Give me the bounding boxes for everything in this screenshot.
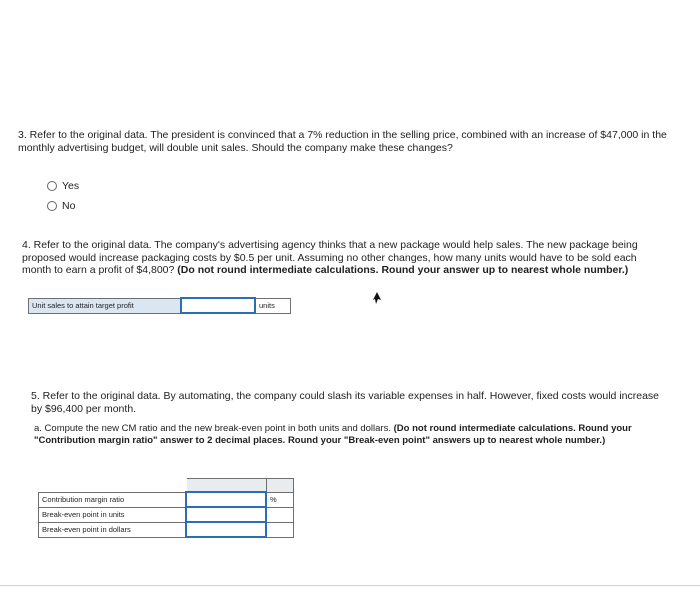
table-row bbox=[39, 507, 294, 522]
option-yes-label: Yes bbox=[62, 180, 80, 192]
question-5a-instruction: (Do not round intermediate calculations. Round your "Contribution margin ratio" answer to 2 decimal places. Round your "Break-even point" answers up to nearest whole number.) bbox=[34, 423, 632, 446]
cm-ratio-input[interactable] bbox=[186, 492, 266, 507]
question-5-text: 5. Refer to the original data. By automating, the company could slash its variable expenses in half. However, fixed costs would increase by $96,400 per month. bbox=[31, 390, 660, 415]
unit-sales-table bbox=[28, 297, 291, 314]
option-no-label: No bbox=[62, 200, 76, 212]
option-yes[interactable] bbox=[47, 180, 79, 192]
option-no[interactable] bbox=[47, 200, 75, 212]
breakeven-units-unit bbox=[266, 507, 294, 522]
breakeven-dollars-unit bbox=[266, 522, 294, 537]
unit-sales-input[interactable] bbox=[181, 298, 255, 313]
table-header-empty bbox=[39, 479, 187, 493]
unit-sales-unit: units bbox=[255, 298, 291, 313]
table-header-unit bbox=[266, 479, 294, 493]
question-4-instruction: (Do not round intermediate calculations. Round your answer up to nearest whole number.) bbox=[177, 264, 629, 276]
cm-ratio-label: Contribution margin ratio bbox=[39, 492, 187, 507]
radio-no[interactable] bbox=[47, 201, 57, 211]
unit-sales-label: Unit sales to attain target profit bbox=[29, 298, 182, 313]
table-header-cell bbox=[186, 479, 266, 493]
breakeven-dollars-input[interactable] bbox=[186, 522, 266, 537]
breakeven-units-label: Break-even point in units bbox=[39, 507, 187, 522]
breakeven-units-input[interactable] bbox=[186, 507, 266, 522]
radio-yes[interactable] bbox=[47, 181, 57, 191]
cm-ratio-unit: % bbox=[266, 492, 294, 507]
table-row bbox=[39, 492, 294, 507]
breakeven-dollars-label: Break-even point in dollars bbox=[39, 522, 187, 537]
cursor-icon bbox=[373, 292, 383, 304]
question-5a-body: a. Compute the new CM ratio and the new break-even point in both units and dollars. bbox=[34, 423, 391, 434]
divider bbox=[0, 585, 700, 586]
question-5a-text bbox=[34, 423, 644, 446]
question-4-body: 4. Refer to the original data. The company's advertising agency thinks that a new package would help sales. The new package being proposed would increase packaging costs by $0.5 per unit. Assuming no other changes, how many units would have to be sold each month to earn a profit of $4,800? bbox=[22, 239, 638, 276]
question-3-text: 3. Refer to the original data. The president is convinced that a 7% reduction in the selling price, combined with an increase of $47,000 in the monthly advertising budget, will double unit sales. Should the company make these changes? bbox=[18, 129, 667, 154]
question-4-text bbox=[22, 239, 662, 277]
cm-breakeven-table bbox=[38, 478, 294, 538]
table-row bbox=[39, 522, 294, 537]
